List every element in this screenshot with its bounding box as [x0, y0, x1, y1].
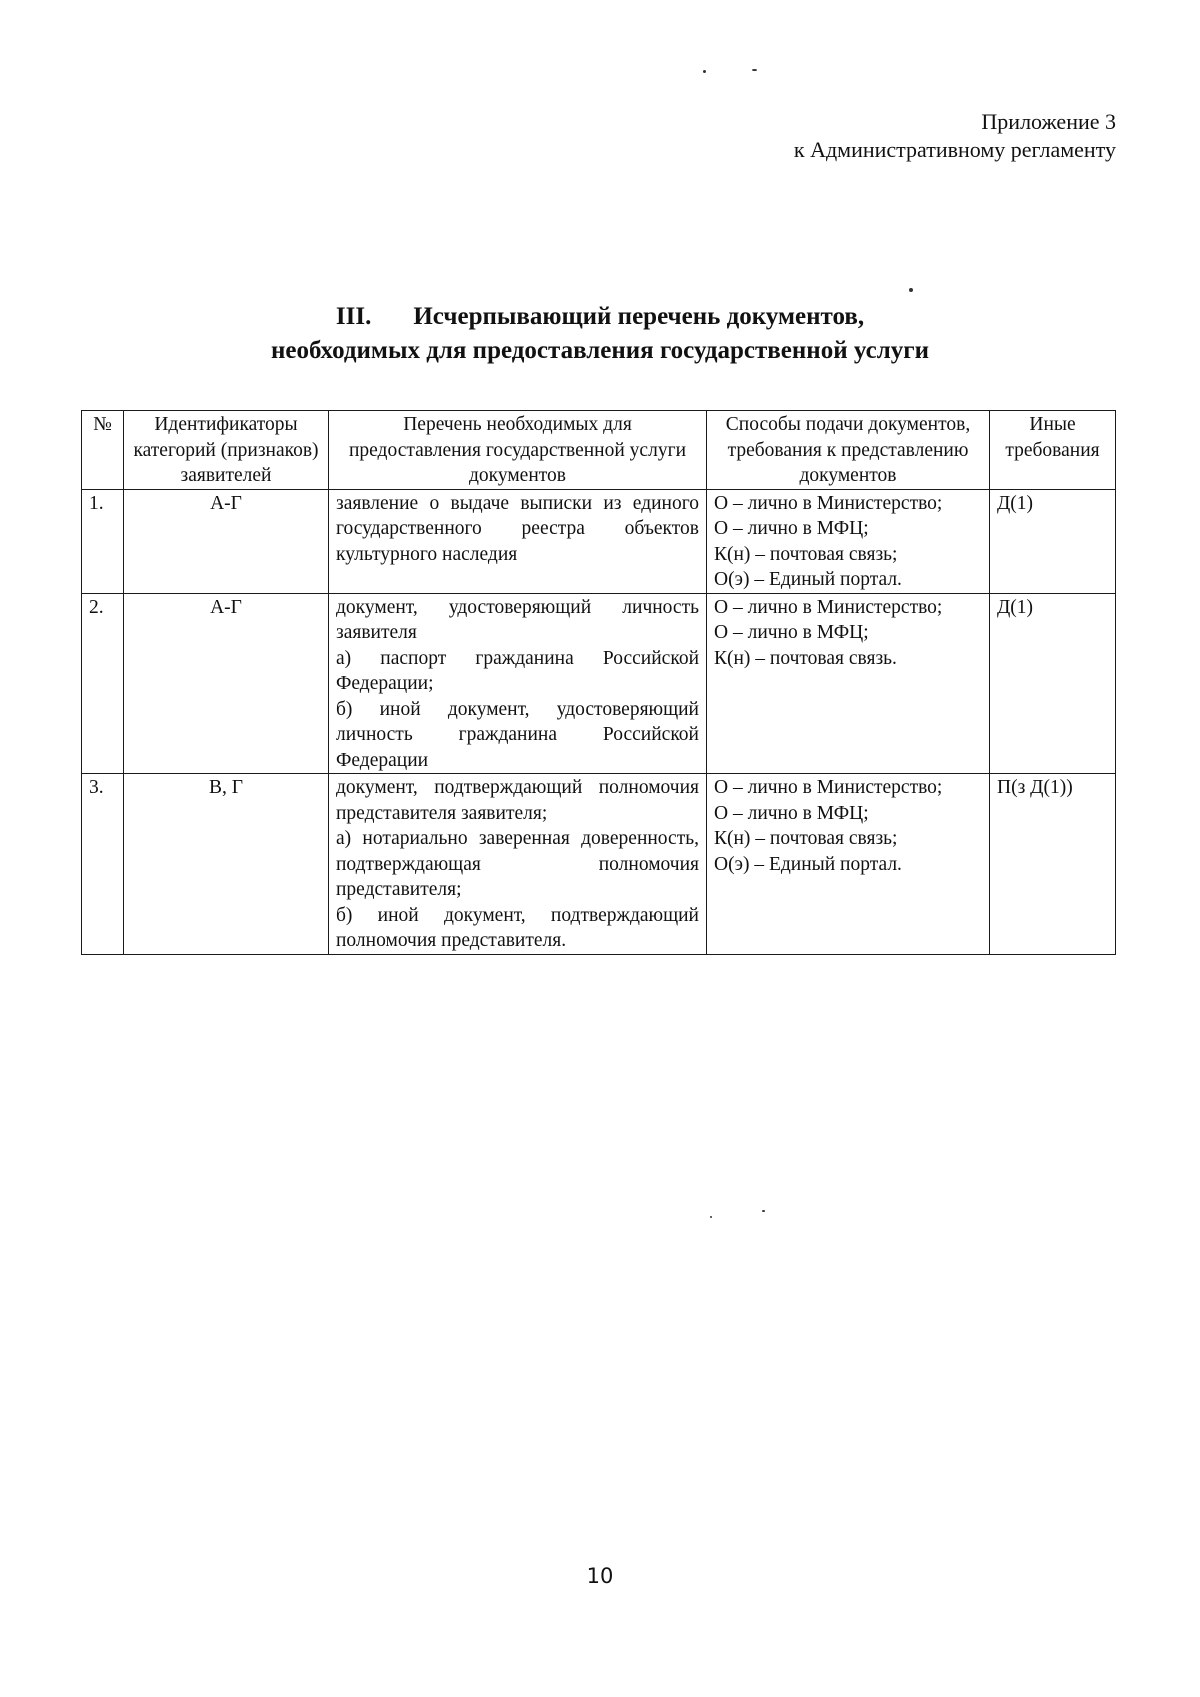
scan-speck	[752, 69, 757, 71]
table-row	[82, 593, 1116, 774]
row-number: 2.	[82, 593, 124, 774]
method-item: К(н) – почтовая связь;	[714, 543, 898, 565]
header-list: Перечень необходимых для предоставления государственной услуги документов	[329, 411, 707, 490]
document-item: б) иной документ, подтверждающий полномочия представителя.	[336, 904, 699, 951]
scan-speck	[703, 70, 706, 73]
row-document-list	[329, 774, 707, 955]
method-item: О – лично в МФЦ;	[714, 622, 869, 643]
row-document-list	[329, 489, 707, 593]
method-item: О – лично в МФЦ;	[714, 802, 869, 824]
annex-line-2: к Административному регламенту	[793, 137, 1116, 162]
annex-note	[794, 108, 1116, 164]
scan-speck	[762, 1210, 765, 1212]
section-number: III.	[335, 303, 372, 330]
row-submission-methods	[707, 593, 990, 774]
row-identifiers: А-Г	[124, 593, 329, 774]
row-document-list	[329, 593, 707, 774]
document-item: б) иной документ, удостоверяющий личность гражданина Российской Федерации	[336, 698, 699, 771]
document-item: а) нотариально заверенная доверенность, подтверждающая полномочия представителя;	[336, 828, 699, 900]
document-item: заявление о выдаче выписки из единого государственного реестра объектов культурного наследия	[336, 492, 699, 565]
documents-table	[81, 410, 1116, 955]
row-number: 1.	[82, 489, 124, 593]
document-item: а) паспорт гражданина Российской Федерации;	[336, 647, 699, 694]
method-item: О(э) – Единый портал.	[714, 853, 902, 875]
table-header-row	[82, 411, 1116, 490]
row-submission-methods	[707, 489, 990, 593]
method-item: К(н) – почтовая связь.	[714, 647, 897, 669]
method-item: О – лично в Министерство;	[714, 596, 943, 618]
method-item: О(э) – Единый портал.	[714, 569, 902, 590]
method-item: К(н) – почтовая связь;	[714, 828, 898, 849]
row-other-requirements: П(з Д(1))	[990, 774, 1116, 955]
section-title-line-1: Исчерпывающий перечень документов,	[413, 303, 865, 330]
annex-line-1: Приложение 3	[981, 109, 1116, 134]
section-title	[0, 300, 1200, 368]
section-title-line-2: необходимых для предоставления государственной услуги	[271, 337, 929, 364]
scan-speck	[710, 1216, 712, 1218]
row-identifiers: А-Г	[124, 489, 329, 593]
document-item: документ, удостоверяющий личность заявителя	[336, 596, 699, 643]
method-item: О – лично в Министерство;	[714, 492, 943, 514]
document-item: документ, подтверждающий полномочия представителя заявителя;	[336, 777, 699, 824]
table-row	[82, 774, 1116, 955]
method-item: О – лично в Министерство;	[714, 777, 943, 798]
row-other-requirements: Д(1)	[990, 489, 1116, 593]
scan-speck	[909, 288, 913, 292]
header-other: Иные требования	[990, 411, 1116, 490]
row-submission-methods	[707, 774, 990, 955]
row-identifiers: В, Г	[124, 774, 329, 955]
header-identifiers: Идентификаторы категорий (признаков) заявителей	[124, 411, 329, 490]
page-number: 10	[586, 1564, 614, 1588]
header-methods: Способы подачи документов, требования к представлению документов	[707, 411, 990, 490]
header-num: №	[82, 411, 124, 490]
table-row	[82, 489, 1116, 593]
row-number: 3.	[82, 774, 124, 955]
method-item: О – лично в МФЦ;	[714, 518, 869, 539]
row-other-requirements: Д(1)	[990, 593, 1116, 774]
